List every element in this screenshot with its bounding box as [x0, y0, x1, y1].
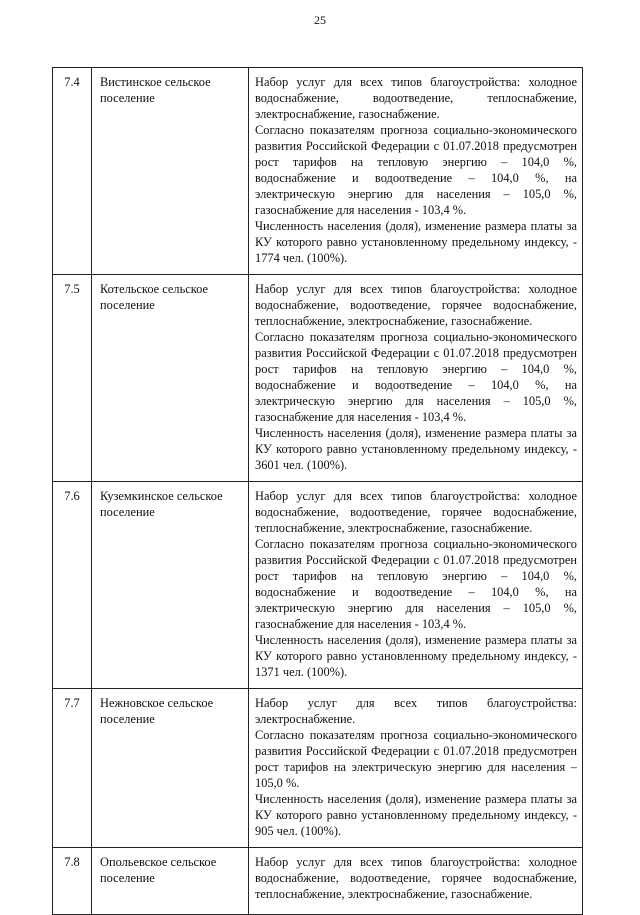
- settlement-name: Куземкинское сельское поселение: [92, 482, 249, 689]
- settlement-name: Опольевское сельское поселение: [92, 848, 249, 915]
- settlements-table: [52, 67, 583, 915]
- table-row: [53, 275, 583, 482]
- settlement-description: [249, 482, 583, 689]
- settlement-description: [249, 848, 583, 915]
- settlement-name: Котельское сельское поселение: [92, 275, 249, 482]
- row-number: 7.4: [53, 68, 92, 275]
- services-text: Набор услуг для всех типов благоустройства: электроснабжение.: [255, 696, 577, 726]
- population-text: Численность населения (доля), изменение размера платы за КУ которого равно установленному предельному индексу, - 905 чел. (100%).: [255, 792, 577, 838]
- services-text: Набор услуг для всех типов благоустройства: холодное водоснабжение, водоотведение, горячее водоснабжение, теплоснабжение, электроснабжение, газоснабжение.: [255, 855, 577, 901]
- settlement-description: [249, 689, 583, 848]
- population-text: Численность населения (доля), изменение размера платы за КУ которого равно установленному предельному индексу, - 3601 чел. (100%).: [255, 426, 577, 472]
- forecast-text: Согласно показателям прогноза социально-экономического развития Российской Федерации с 01.07.2018 предусмотрен рост тарифов на электрическую энергию для населения – 105,0 %.: [255, 728, 577, 790]
- services-text: Набор услуг для всех типов благоустройства: холодное водоснабжение, водоотведение, горячее водоснабжение, теплоснабжение, электроснабжение, газоснабжение.: [255, 282, 577, 328]
- services-text: Набор услуг для всех типов благоустройства: холодное водоснабжение, водоотведение, теплоснабжение, электроснабжение, газоснабжение.: [255, 75, 577, 121]
- row-number: 7.8: [53, 848, 92, 915]
- table-row: [53, 689, 583, 848]
- population-text: Численность населения (доля), изменение размера платы за КУ которого равно установленному предельному индексу, - 1371 чел. (100%).: [255, 633, 577, 679]
- forecast-text: Согласно показателям прогноза социально-экономического развития Российской Федерации с 01.07.2018 предусмотрен рост тарифов на тепловую энергию – 104,0 %, водоснабжение и водоотведение – 104,0 %, на электрическую энергию для населения – 105,0 %, газоснабжение для населения - 103,4 %.: [255, 330, 577, 424]
- settlement-description: [249, 68, 583, 275]
- forecast-text: Согласно показателям прогноза социально-экономического развития Российской Федерации с 01.07.2018 предусмотрен рост тарифов на тепловую энергию – 104,0 %, водоснабжение и водоотведение – 104,0 %, на электрическую энергию для населения – 105,0 %, газоснабжение для населения - 103,4 %.: [255, 537, 577, 631]
- settlement-description: [249, 275, 583, 482]
- services-text: Набор услуг для всех типов благоустройства: холодное водоснабжение, водоотведение, горячее водоснабжение, теплоснабжение, электроснабжение, газоснабжение.: [255, 489, 577, 535]
- page-number: 25: [314, 13, 326, 27]
- row-number: 7.7: [53, 689, 92, 848]
- row-number: 7.6: [53, 482, 92, 689]
- table-row: [53, 848, 583, 915]
- table-row: [53, 482, 583, 689]
- settlement-name: Вистинское сельское поселение: [92, 68, 249, 275]
- settlement-name: Нежновское сельское поселение: [92, 689, 249, 848]
- forecast-text: Согласно показателям прогноза социально-экономического развития Российской Федерации с 01.07.2018 предусмотрен рост тарифов на тепловую энергию – 104,0 %, водоснабжение и водоотведение – 104,0 %, на электрическую энергию для населения – 105,0 %, газоснабжение для населения - 103,4 %.: [255, 123, 577, 217]
- row-number: 7.5: [53, 275, 92, 482]
- population-text: Численность населения (доля), изменение размера платы за КУ которого равно установленному предельному индексу, - 1774 чел. (100%).: [255, 219, 577, 265]
- table-row: [53, 68, 583, 275]
